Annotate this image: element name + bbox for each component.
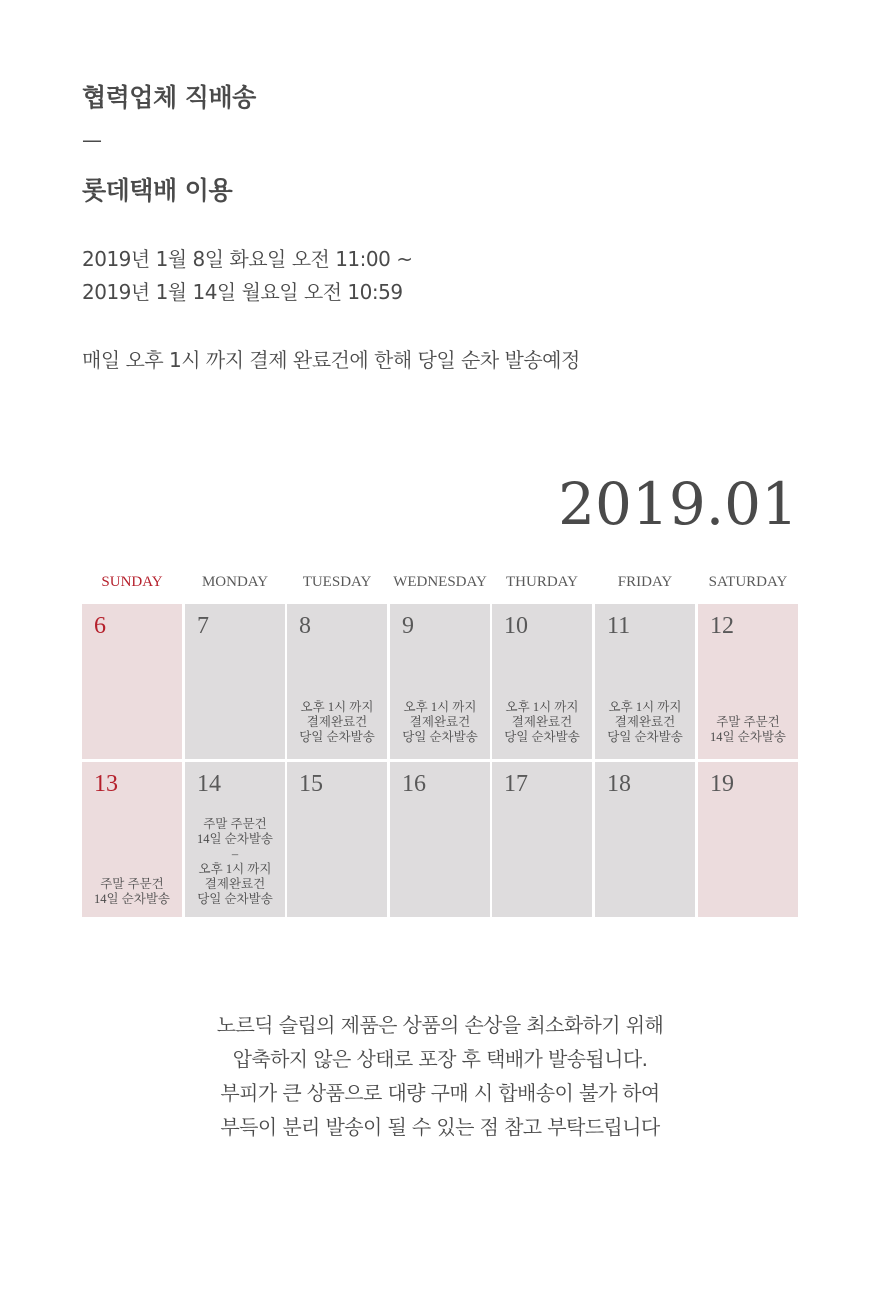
notice-line: 부득이 분리 발송이 될 수 있는 점 참고 부탁드립니다 xyxy=(220,1115,660,1139)
weekday-friday: FRIDAY xyxy=(617,574,673,590)
day-number: 14 xyxy=(197,771,221,797)
weekday-saturday: SATURDAY xyxy=(708,574,788,590)
day-note: 14일 순차발송 xyxy=(93,892,170,906)
daily-shipping-note: 매일 오후 1시 까지 결제 완료건에 한해 당일 순차 발송예정 xyxy=(82,348,580,372)
day-note: 14일 순차발송 xyxy=(709,730,786,744)
calendar-day-cell xyxy=(698,604,798,759)
calendar-day-cell xyxy=(595,604,695,759)
calendar-day-cell xyxy=(390,762,490,917)
calendar-day-cell xyxy=(492,604,592,759)
calendar-day-cell xyxy=(82,762,182,917)
day-number: 7 xyxy=(197,613,209,639)
day-note: 주말 주문건 xyxy=(203,817,267,831)
day-number: 15 xyxy=(299,771,323,797)
day-number: 10 xyxy=(504,613,528,639)
day-note: 당일 순차발송 xyxy=(197,892,273,906)
day-note: 결제완료건 xyxy=(306,715,368,729)
day-number: 11 xyxy=(607,613,631,639)
day-note: – xyxy=(231,847,239,861)
notice-line: 노르딕 슬립의 제품은 상품의 손상을 최소화하기 위해 xyxy=(216,1013,664,1037)
calendar-month-title: 2019.01 xyxy=(558,470,798,538)
period-end: 2019년 1월 14일 월요일 오전 10:59 xyxy=(82,280,403,304)
calendar-day-cell xyxy=(185,604,285,759)
day-number: 13 xyxy=(94,771,118,797)
day-note: 오후 1시 까지 xyxy=(300,700,374,714)
day-note: 당일 순차발송 xyxy=(607,730,683,744)
day-note: 결제완료건 xyxy=(409,715,471,729)
notice-line: 압축하지 않은 상태로 포장 후 택배가 발송됩니다. xyxy=(232,1047,648,1071)
shipping-notice xyxy=(0,1008,880,1144)
day-number: 16 xyxy=(402,771,426,797)
day-note: 당일 순차발송 xyxy=(402,730,478,744)
calendar-day-cell xyxy=(287,604,387,759)
day-number: 9 xyxy=(402,613,414,639)
calendar-day-cell xyxy=(82,604,182,759)
calendar-day-cell xyxy=(492,762,592,917)
carrier-name: 롯데택배 이용 xyxy=(82,176,233,205)
day-note: 14일 순차발송 xyxy=(196,832,273,846)
day-note: 당일 순차발송 xyxy=(504,730,580,744)
weekday-tuesday: TUESDAY xyxy=(302,574,372,590)
day-note: 당일 순차발송 xyxy=(299,730,375,744)
day-number: 6 xyxy=(94,613,106,639)
day-number: 8 xyxy=(299,613,311,639)
day-note: 주말 주문건 xyxy=(716,715,780,729)
day-number: 12 xyxy=(710,613,734,639)
day-note: 주말 주문건 xyxy=(100,877,164,891)
page-title: 협력업체 직배송 xyxy=(82,83,256,112)
day-note: 오후 1시 까지 xyxy=(403,700,477,714)
weekday-header xyxy=(82,574,798,594)
calendar-day-cell xyxy=(595,762,695,917)
day-note: 오후 1시 까지 xyxy=(608,700,682,714)
calendar-day-cell xyxy=(185,762,285,917)
period-start: 2019년 1월 8일 화요일 오전 11:00 ~ xyxy=(82,247,413,271)
calendar-day-cell xyxy=(698,762,798,917)
day-number: 18 xyxy=(607,771,631,797)
title-divider: — xyxy=(82,128,102,152)
day-note: 결제완료건 xyxy=(614,715,676,729)
day-note: 결제완료건 xyxy=(511,715,573,729)
day-note: 오후 1시 까지 xyxy=(505,700,579,714)
weekday-monday: MONDAY xyxy=(201,574,269,590)
calendar-day-cell xyxy=(287,762,387,917)
day-number: 19 xyxy=(710,771,734,797)
day-note: 결제완료건 xyxy=(204,877,266,891)
weekday-sunday: SUNDAY xyxy=(101,574,163,590)
day-number: 17 xyxy=(504,771,528,797)
notice-line: 부피가 큰 상품으로 대량 구매 시 합배송이 불가 하여 xyxy=(220,1081,660,1105)
weekday-thursday: THURDAY xyxy=(506,574,578,590)
day-note: 오후 1시 까지 xyxy=(198,862,272,876)
calendar-grid xyxy=(82,604,798,918)
calendar-day-cell xyxy=(390,604,490,759)
weekday-wednesday: WEDNESDAY xyxy=(393,574,487,590)
